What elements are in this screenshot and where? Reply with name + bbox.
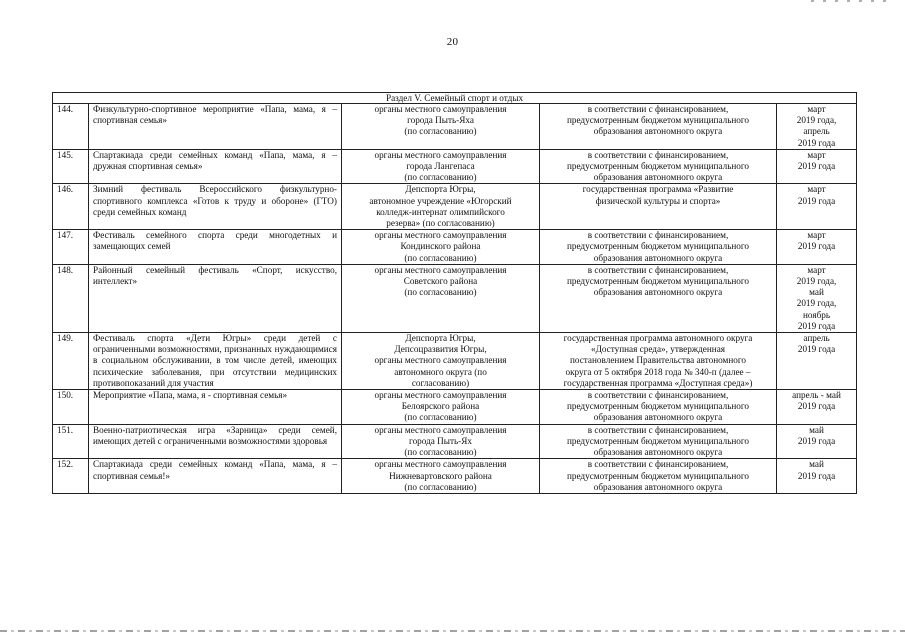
financing-source-cell [540,104,777,150]
event-name-cell [89,230,342,265]
section-title: Раздел V. Семейный спорт и отдых [53,93,857,104]
timing: май 2019 года [797,459,836,481]
event-name-cell [89,390,342,425]
financing-source: в соответствии с финансированием, предусмотренным бюджетом муниципального образования автономного округа [566,230,750,263]
executor: органы местного самоуправления города Пыть-Яха (по согласованию) [374,104,507,137]
executor: органы местного самоуправления Белоярского района (по согласованию) [374,390,507,423]
executor: органы местного самоуправления Кондинского района (по согласованию) [374,230,507,263]
event-name: Спартакиада среди семейных команд «Папа, мама, я – спортивная семья!» [93,459,337,481]
executor: органы местного самоуправления Нижневартовского района (по согласованию) [374,459,507,492]
event-name-cell [89,149,342,184]
event-name-cell [89,459,342,494]
financing-source-cell [540,149,777,184]
row-number-cell [53,390,89,425]
events-table [52,92,857,494]
table-body [53,93,857,494]
table-row [53,390,857,425]
table-row [53,230,857,265]
table-row [53,333,857,390]
event-name: Зимний фестиваль Всероссийского физкультурно-спортивного комплекса «Готов к труду и обороне» (ГТО) среди семейных команд [93,184,337,217]
executor-cell [342,459,540,494]
table-row [53,184,857,230]
table-row [53,149,857,184]
row-number-cell [53,184,89,230]
timing-cell [777,390,857,425]
table-row [53,459,857,494]
financing-source: государственная программа «Развитие физической культуры и спорта» [582,184,734,206]
financing-source-cell [540,333,777,390]
row-number-cell [53,333,89,390]
row-number: 150. [57,390,74,401]
timing-cell [777,459,857,494]
row-number-cell [53,149,89,184]
executor: Депспорта Югры, автономное учреждение «Югорский колледж-интернат олимпийского резерва» (по согласованию) [369,184,512,229]
executor: органы местного самоуправления Советского района (по согласованию) [374,264,507,298]
table-row [53,264,857,332]
row-number: 149. [57,333,74,344]
scan-marks [811,0,891,2]
row-number: 144. [57,104,74,114]
event-name: Военно-патриотическая игра «Зарница» среди семей, имеющих детей с ограниченными возможностями здоровья [93,424,337,446]
financing-source-cell [540,390,777,425]
timing: апрель - май 2019 года [792,390,841,412]
row-number: 147. [57,230,74,241]
row-number-cell [53,104,89,150]
timing-cell [777,104,857,150]
executor-cell [342,390,540,425]
financing-source: в соответствии с финансированием, предусмотренным бюджетом муниципального образования автономного округа [566,264,750,298]
event-name-cell [89,424,342,459]
event-name-cell [89,333,342,390]
section-header-row [53,93,857,104]
executor: органы местного самоуправления города Пыть-Ях (по согласованию) [374,424,507,458]
event-name-cell [89,104,342,150]
executor-cell [342,333,540,390]
timing-cell [777,230,857,265]
financing-source: в соответствии с финансированием, предусмотренным бюджетом муниципального образования автономного округа [566,390,750,423]
timing-cell [777,424,857,459]
executor-cell [342,184,540,230]
executor: органы местного самоуправления города Лангепаса (по согласованию) [374,149,507,183]
event-name-cell [89,184,342,230]
timing: март 2019 года, апрель 2019 года [796,104,837,148]
financing-source: в соответствии с финансированием, предусмотренным бюджетом муниципального образования автономного округа [566,104,750,137]
event-name: Спартакиада среди семейных команд «Папа, мама, я – дружная спортивная семья» [93,149,337,172]
event-name: Районный семейный фестиваль «Спорт, искусство, интеллект» [93,264,337,287]
executor: Депспорта Югры, Депсоцразвития Югры, органы местного самоуправления автономного округа (по согласованию) [374,333,507,388]
row-number: 151. [57,424,74,435]
executor-cell [342,104,540,150]
financing-source: государственная программа автономного округа «Доступная среда», утвержденная постановлением Правительства автономного округа от 5 октября 2018 года № 340-п (далее – государственная программа «Доступная среда») [563,333,753,388]
financing-source-cell [540,459,777,494]
row-number-cell [53,230,89,265]
financing-source: в соответствии с финансированием, предусмотренным бюджетом муниципального образования автономного округа [566,424,750,458]
timing: апрель 2019 года [797,333,836,355]
timing-cell [777,184,857,230]
financing-source-cell [540,424,777,459]
row-number-cell [53,264,89,332]
executor-cell [342,264,540,332]
event-name: Мероприятие «Папа, мама, я - спортивная семья» [93,390,288,401]
event-name: Фестиваль семейного спорта среди многодетных и замещающих семей [93,230,337,252]
timing: март 2019 года [797,149,836,172]
row-number-cell [53,424,89,459]
row-number-cell [53,459,89,494]
financing-source: в соответствии с финансированием, предусмотренным бюджетом муниципального образования автономного округа [566,459,750,492]
event-name-cell [89,264,342,332]
timing: март 2019 года [797,184,836,206]
executor-cell [342,424,540,459]
financing-source-cell [540,184,777,230]
timing-cell [777,149,857,184]
row-number: 146. [57,184,74,195]
timing-cell [777,264,857,332]
scan-edge-artifact [0,630,905,632]
event-name: Физкультурно-спортивное мероприятие «Папа, мама, я – спортивная семья» [93,104,337,126]
event-name: Фестиваль спорта «Дети Югры» среди детей с ограниченными возможностями, признанных нуждающимися в социальном обслуживании, в том числе детей, имеющих психические заболевания, при отсутствии медицинских противопоказаний для участия [93,333,337,388]
row-number: 145. [57,149,74,160]
financing-source-cell [540,264,777,332]
timing: март 2019 года [797,230,836,252]
row-number: 148. [57,264,74,275]
table-row [53,424,857,459]
financing-source: в соответствии с финансированием, предусмотренным бюджетом муниципального образования автономного округа [566,149,750,183]
executor-cell [342,230,540,265]
timing: март 2019 года, май 2019 года, ноябрь 2019 года [796,264,837,331]
timing: май 2019 года [797,424,836,446]
timing-cell [777,333,857,390]
page-number: 20 [446,36,459,48]
table-row [53,104,857,150]
financing-source-cell [540,230,777,265]
executor-cell [342,149,540,184]
row-number: 152. [57,459,74,470]
